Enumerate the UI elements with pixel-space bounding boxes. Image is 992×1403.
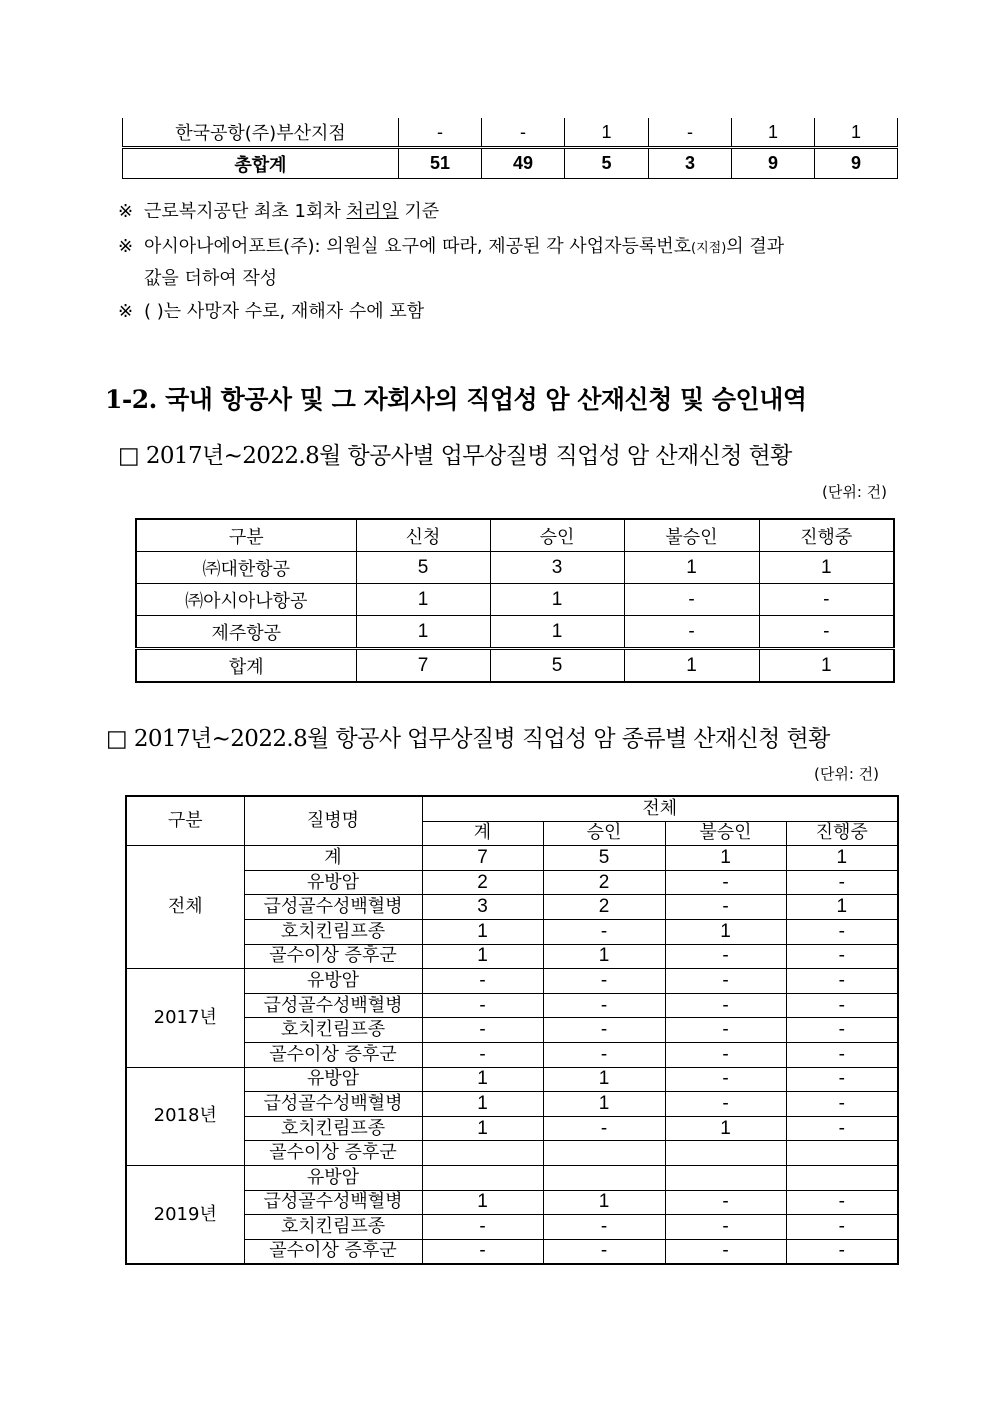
cell: -: [786, 944, 898, 969]
cell: -: [422, 1042, 543, 1067]
total-label: 합계: [136, 649, 356, 683]
cell: 5: [543, 846, 665, 871]
table-row: [123, 118, 898, 148]
cell: -: [786, 1116, 898, 1141]
table2-unit: (단위: 건): [822, 483, 887, 501]
total-row: [136, 649, 894, 683]
cell: 1: [732, 118, 815, 148]
cell: 7: [422, 846, 543, 871]
cell: [665, 1165, 786, 1190]
table-row: [126, 846, 898, 871]
column-header: 계: [422, 821, 543, 846]
cell: 1: [543, 1190, 665, 1215]
cell: 1: [422, 944, 543, 969]
cell: -: [399, 118, 482, 148]
note-3: [118, 297, 424, 327]
cell: 1: [624, 552, 759, 584]
airline-claims-table: [135, 518, 895, 683]
note-text: 근로복지공단 최초 1회차: [144, 201, 347, 222]
row-name: 한국공항(주)부산지점: [123, 118, 399, 148]
section-title: 1-2. 국내 항공사 및 그 자회사의 직업성 암 산재신청 및 승인내역: [105, 385, 807, 414]
cell: 1: [422, 1190, 543, 1215]
cell: -: [786, 1190, 898, 1215]
cell: 7: [356, 649, 490, 683]
cell: 3: [649, 148, 732, 179]
cell: 5: [565, 148, 649, 179]
cell: 1: [543, 1092, 665, 1117]
cell: -: [543, 1215, 665, 1240]
cell: -: [786, 1042, 898, 1067]
cell: 1: [543, 1067, 665, 1092]
cell: [543, 1165, 665, 1190]
cell: -: [665, 1215, 786, 1240]
cell: [543, 1141, 665, 1166]
cell: -: [422, 1239, 543, 1264]
note-mark: ※: [118, 201, 134, 222]
cell: 1: [665, 1116, 786, 1141]
disease-name: 계: [244, 846, 422, 871]
cell: 1: [759, 649, 894, 683]
note-text: 의 결과: [726, 236, 785, 257]
cell: 9: [815, 148, 898, 179]
table-row: [126, 1067, 898, 1092]
group-label: 2018년: [126, 1067, 244, 1165]
note-text: 값을 더하여 작성: [144, 268, 278, 289]
disease-name: 급성골수성백혈병: [244, 993, 422, 1018]
cell: -: [665, 1092, 786, 1117]
cell: -: [543, 969, 665, 994]
cell: -: [665, 969, 786, 994]
disease-name: 급성골수성백혈병: [244, 1092, 422, 1117]
table-row: [126, 969, 898, 994]
cell: -: [786, 1067, 898, 1092]
cell: 51: [399, 148, 482, 179]
note-2: [118, 232, 784, 294]
cancer-type-claims-table: [125, 795, 899, 1265]
cell: -: [665, 1018, 786, 1043]
disease-name: 골수이상 증후군: [244, 944, 422, 969]
cell: -: [665, 944, 786, 969]
airline-name: ㈜대한항공: [136, 552, 356, 584]
disease-name: 호치킨림프종: [244, 1116, 422, 1141]
table-row: [136, 616, 894, 649]
column-header-overall: 전체: [422, 796, 898, 821]
cell: 2: [543, 895, 665, 920]
column-header: 진행중: [759, 519, 894, 552]
cell: -: [665, 1067, 786, 1092]
cell: -: [543, 993, 665, 1018]
disease-name: 급성골수성백혈병: [244, 895, 422, 920]
cell: 2: [543, 870, 665, 895]
cell: 1: [422, 1092, 543, 1117]
cell: 1: [665, 919, 786, 944]
cell: 1: [665, 846, 786, 871]
cell: -: [665, 895, 786, 920]
cell: 1: [786, 846, 898, 871]
cell: 1: [422, 1067, 543, 1092]
cell: 1: [422, 919, 543, 944]
cell: -: [786, 870, 898, 895]
note-underlined: 처리일: [346, 201, 399, 222]
cell: -: [649, 118, 732, 148]
cell: 1: [786, 895, 898, 920]
table2-heading: □ 2017년∼2022.8월 항공사별 업무상질병 직업성 암 산재신청 현황: [118, 443, 792, 469]
column-header-group: 구분: [126, 796, 244, 846]
disease-name: 골수이상 증후군: [244, 1042, 422, 1067]
cell: -: [422, 1018, 543, 1043]
cell: -: [482, 118, 565, 148]
table-row: [126, 1165, 898, 1190]
cell: -: [543, 1042, 665, 1067]
airline-name: ㈜아시아나항공: [136, 584, 356, 616]
header-row: [136, 519, 894, 552]
total-label: 총합계: [123, 148, 399, 179]
cell: -: [786, 969, 898, 994]
cell: -: [665, 1239, 786, 1264]
note-text: 기준: [398, 201, 440, 222]
disease-name: 급성골수성백혈병: [244, 1190, 422, 1215]
cell: -: [543, 919, 665, 944]
disease-name: 골수이상 증후군: [244, 1141, 422, 1166]
cell: 3: [490, 552, 624, 584]
cell: 1: [356, 584, 490, 616]
group-label: 전체: [126, 846, 244, 969]
disease-name: 유방암: [244, 1165, 422, 1190]
disease-name: 유방암: [244, 1067, 422, 1092]
cell: [422, 1141, 543, 1166]
cell: 1: [759, 552, 894, 584]
cell: 1: [490, 584, 624, 616]
cell: -: [422, 993, 543, 1018]
airline-name: 제주항공: [136, 616, 356, 649]
cell: -: [624, 584, 759, 616]
column-header: 신청: [356, 519, 490, 552]
table3-heading: □ 2017년∼2022.8월 항공사 업무상질병 직업성 암 종류별 산재신청 현황: [106, 726, 830, 752]
cell: 1: [624, 649, 759, 683]
cell: -: [786, 1018, 898, 1043]
cell: [786, 1165, 898, 1190]
note-text: ( )는 사망자 수로, 재해자 수에 포함: [144, 301, 425, 322]
cell: 5: [356, 552, 490, 584]
cell: 1: [356, 616, 490, 649]
cell: [665, 1141, 786, 1166]
branch-summary-table: [122, 118, 898, 179]
group-label: 2019년: [126, 1165, 244, 1264]
cell: 9: [732, 148, 815, 179]
cell: -: [786, 993, 898, 1018]
column-header: 승인: [543, 821, 665, 846]
note-mark: ※: [118, 236, 134, 257]
column-header: 승인: [490, 519, 624, 552]
column-header: 구분: [136, 519, 356, 552]
total-row: [123, 148, 898, 179]
cell: -: [665, 1042, 786, 1067]
cell: -: [786, 919, 898, 944]
disease-name: 유방암: [244, 969, 422, 994]
cell: -: [543, 1239, 665, 1264]
disease-name: 호치킨림프종: [244, 1215, 422, 1240]
cell: -: [786, 1239, 898, 1264]
cell: -: [665, 1190, 786, 1215]
table-row: [136, 552, 894, 584]
cell: -: [543, 1018, 665, 1043]
cell: -: [543, 1116, 665, 1141]
note-1: [118, 197, 439, 227]
cell: -: [665, 870, 786, 895]
disease-name: 골수이상 증후군: [244, 1239, 422, 1264]
table3-unit: (단위: 건): [814, 765, 879, 783]
disease-name: 유방암: [244, 870, 422, 895]
cell: -: [422, 1215, 543, 1240]
column-header: 불승인: [665, 821, 786, 846]
cell: -: [665, 993, 786, 1018]
column-header: 진행중: [786, 821, 898, 846]
cell: 5: [490, 649, 624, 683]
cell: 1: [543, 944, 665, 969]
cell: -: [786, 1215, 898, 1240]
cell: 1: [815, 118, 898, 148]
cell: -: [786, 1092, 898, 1117]
cell: -: [759, 616, 894, 649]
table-row: [136, 584, 894, 616]
cell: [422, 1165, 543, 1190]
cell: 1: [422, 1116, 543, 1141]
note-small: (지점): [691, 241, 727, 256]
cell: 2: [422, 870, 543, 895]
cell: 3: [422, 895, 543, 920]
header-row: [126, 796, 898, 821]
column-header-disease: 질병명: [244, 796, 422, 846]
cell: [786, 1141, 898, 1166]
cell: -: [759, 584, 894, 616]
table-body: [126, 846, 898, 1265]
disease-name: 호치킨림프종: [244, 919, 422, 944]
disease-name: 호치킨림프종: [244, 1018, 422, 1043]
note-text: 아시아나에어포트(주): 의원실 요구에 따라, 제공된 각 사업자등록번호: [144, 236, 692, 257]
cell: -: [422, 969, 543, 994]
cell: 1: [490, 616, 624, 649]
cell: 49: [482, 148, 565, 179]
group-label: 2017년: [126, 969, 244, 1067]
cell: -: [624, 616, 759, 649]
note-mark: ※: [118, 301, 134, 322]
cell: 1: [565, 118, 649, 148]
column-header: 불승인: [624, 519, 759, 552]
